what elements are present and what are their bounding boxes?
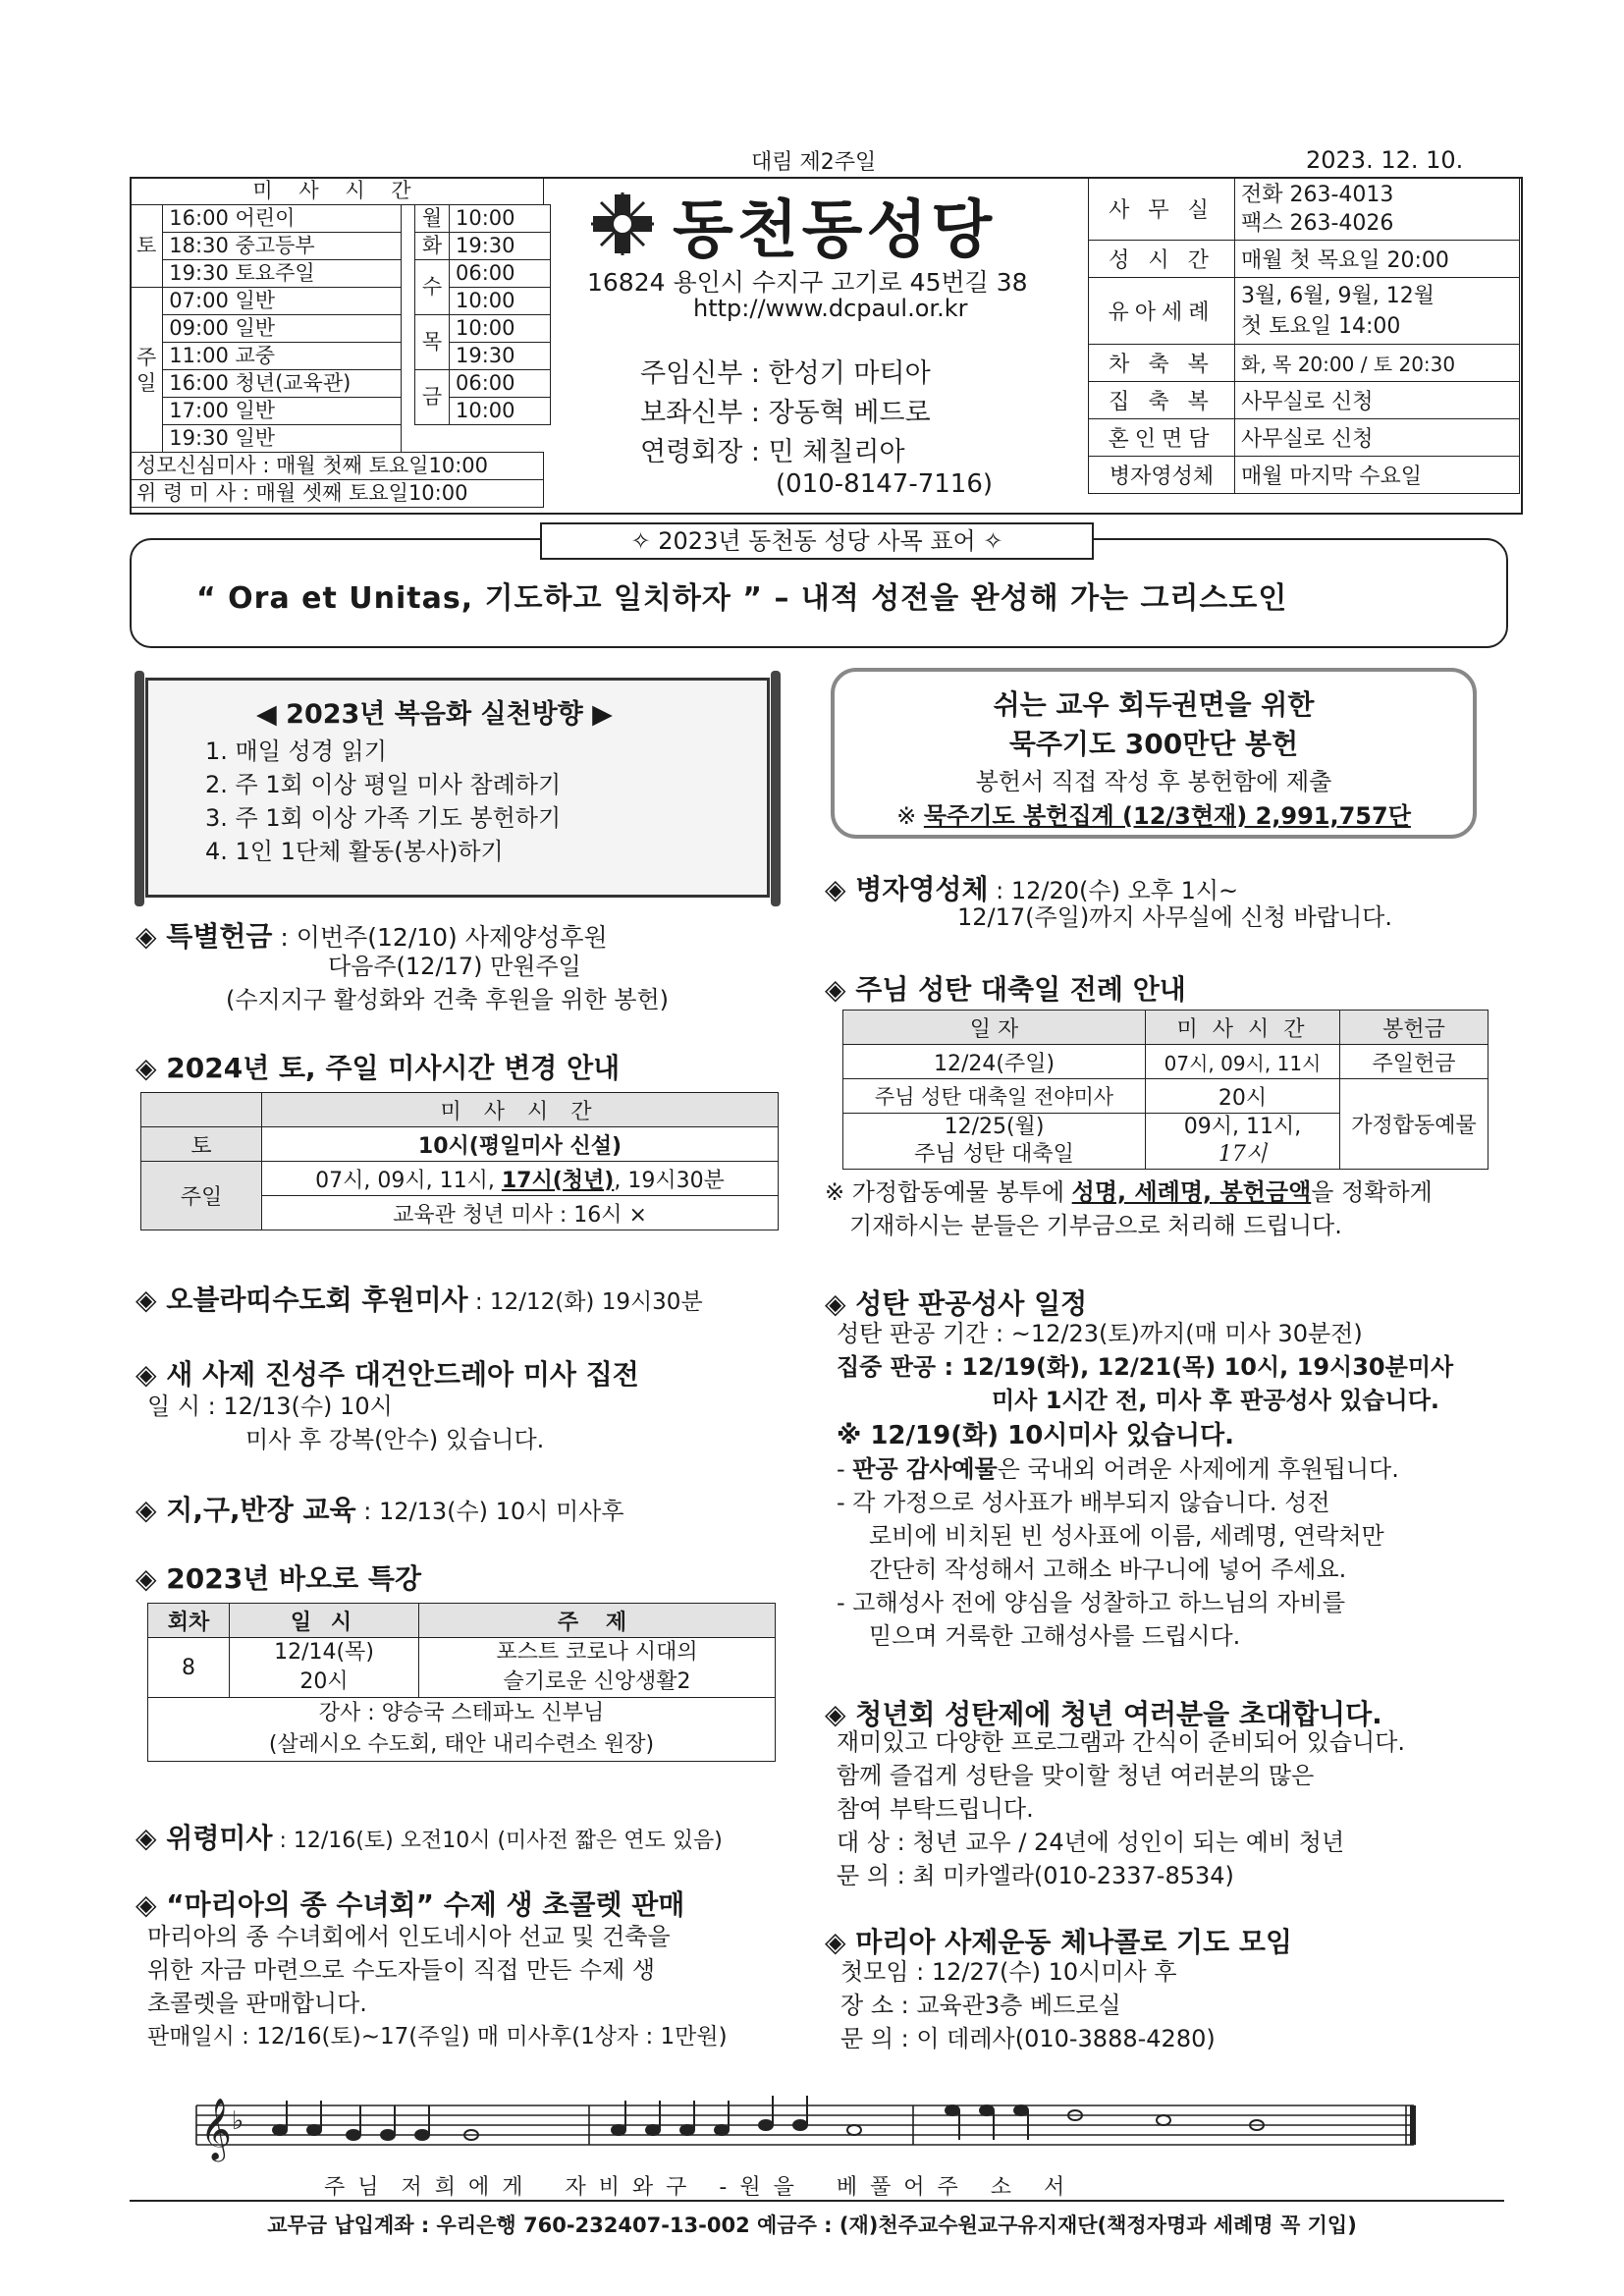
- weekday-wed: 수: [415, 260, 450, 315]
- weekday-fri: 금: [415, 370, 450, 425]
- cenacle-l2: 장 소 : 교육관3층 베드로실: [840, 1992, 1121, 2019]
- lecture-title: ◈ 2023년 바오로 특강: [135, 1562, 421, 1595]
- mass-change-sun-c: , 19시30분: [614, 1168, 725, 1193]
- confession-l7: 로비에 비치된 빈 성사표에 이름, 세례명, 연락처만: [869, 1522, 1384, 1550]
- motto-text: “ Ora et Unitas, 기도하고 일치하자 ” – 내적 성전을 완성해 가는 그리스도인: [196, 581, 1288, 616]
- christmas-r1-time: 07시, 09시, 11시: [1146, 1045, 1340, 1079]
- mass-note-2: 위 령 미 사 : 매월 셋째 토요일10:00: [131, 480, 544, 508]
- cenacle-l3: 문 의 : 이 데레사(010-3888-4280): [840, 2025, 1216, 2052]
- christmas-r1-offer: 주일헌금: [1340, 1045, 1489, 1079]
- christmas-r2-time: 20시: [1146, 1079, 1340, 1114]
- fri-time-2: 10:00: [450, 398, 551, 425]
- season-label: 대림 제2주일: [751, 150, 877, 175]
- lecture-topic-2: 슬기로운 신앙생활2: [503, 1669, 691, 1694]
- weekday-thu: 목: [415, 315, 450, 370]
- sun-mass-1: 07:00 일반: [163, 288, 402, 315]
- fri-time-1: 06:00: [450, 370, 551, 398]
- youth-l5: 문 의 : 최 미카엘라(010-2337-8534): [837, 1862, 1234, 1889]
- confession-l2: 집중 판공 : 12/19(화), 12/21(목) 10시, 19시30분미사: [837, 1353, 1454, 1381]
- chocolate-l2: 위한 자금 마련으로 수도자들이 직접 만든 수제 생: [147, 1956, 656, 1984]
- rosary-line-2: 묵주기도 300만단 봉헌: [1008, 728, 1299, 760]
- mass-note-1: 성모신심미사 : 매월 첫째 토요일10:00: [131, 453, 544, 480]
- mass-change-sun-b: 17시(청년): [501, 1168, 615, 1193]
- lecture-no: 8: [148, 1638, 230, 1698]
- sick-communion-title: ◈ 병자영성체: [825, 873, 989, 905]
- youth-l2: 함께 즐겁게 성탄을 맞이할 청년 여러분의 많은: [837, 1762, 1315, 1789]
- christmas-h1: 일 자: [843, 1011, 1146, 1045]
- office-value-1: 매월 첫 목요일 20:00: [1235, 241, 1520, 278]
- svg-text:𝄞: 𝄞: [200, 2098, 232, 2159]
- chocolate-l1: 마리아의 종 수녀회에서 인도네시아 선교 및 건축을: [147, 1923, 671, 1950]
- sun-mass-6: 19:30 일반: [163, 425, 402, 453]
- lecture-table: [147, 1603, 776, 1762]
- weekday-mass-table: [414, 204, 551, 425]
- mass-change-sun-d: 교육관 청년 미사 : 16시 ×: [262, 1196, 779, 1230]
- scroll-title: ◀ 2023년 복음화 실천방향 ▶: [256, 699, 613, 730]
- sat-mass-3: 19:30 토요주일: [163, 260, 402, 288]
- confession-l3: 미사 1시간 전, 미사 후 판공성사 있습니다.: [992, 1387, 1440, 1414]
- parish-address: 16824 용인시 수지구 고기로 45번길 38: [587, 268, 1028, 297]
- lecture-speaker-2: (살레시오 수도회, 태안 내리수련소 원장): [268, 1732, 655, 1757]
- christmas-table: [842, 1010, 1489, 1170]
- parish-website-link[interactable]: http://www.dcpaul.or.kr: [693, 295, 968, 322]
- rosary-line-3: 봉헌서 직접 작성 후 봉헌함에 제출: [975, 768, 1332, 795]
- special-offering-l2: 다음주(12/17) 만원주일: [328, 953, 581, 980]
- mass-change-title: ◈ 2024년 토, 주일 미사시간 변경 안내: [135, 1052, 621, 1084]
- special-offering-title: ◈ 특별헌금: [135, 920, 273, 953]
- sunday-label: 주일: [131, 288, 163, 453]
- christmas-r3-date: 12/25(월): [944, 1115, 1045, 1139]
- cenacle-l1: 첫모임 : 12/27(수) 10시미사 후: [840, 1958, 1177, 1986]
- lecture-time: 20시: [299, 1669, 349, 1694]
- saturday-label: 토: [131, 205, 163, 288]
- lecture-h3: 주 제: [419, 1604, 776, 1638]
- leaders-text: : 12/13(수) 10시 미사후: [355, 1498, 624, 1525]
- office-value-4: 사무실로 신청: [1235, 382, 1520, 419]
- confession-title: ◈ 성탄 판공성사 일정: [825, 1287, 1088, 1320]
- lecture-h1: 회차: [148, 1604, 230, 1638]
- confession-l5b: 판공 감사예물: [852, 1455, 998, 1483]
- parish-name: 동천동성당: [673, 194, 997, 267]
- office-label-3: 차 축 복: [1089, 345, 1235, 382]
- assistant-priest: 보좌신부 : 장동혁 베드로: [640, 398, 931, 428]
- confession-l1: 성탄 판공 기간 : ~12/23(토)까지(매 미사 30분전): [837, 1320, 1363, 1347]
- mass-change-sun-a: 07시, 09시, 11시,: [315, 1168, 502, 1193]
- chocolate-l3: 초콜렛을 판매합니다.: [147, 1990, 367, 2017]
- sick-communion-l2: 12/17(주일)까지 사무실에 신청 바랍니다.: [957, 903, 1392, 931]
- new-priest-l2: 미사 후 강복(안수) 있습니다.: [245, 1426, 545, 1453]
- scroll-item-3: 3. 주 1회 이상 가족 기도 봉헌하기: [205, 804, 562, 832]
- youth-l3: 참여 부탁드립니다.: [837, 1795, 1034, 1823]
- footer-divider: [130, 2200, 1504, 2202]
- thu-time-1: 10:00: [450, 315, 551, 343]
- christmas-r2-date: 주님 성탄 대축일 전야미사: [843, 1079, 1146, 1114]
- thu-time-2: 19:30: [450, 343, 551, 370]
- sat-mass-2: 18:30 중고등부: [163, 233, 402, 260]
- music-staff: [187, 2086, 1424, 2174]
- christmas-note-b: 성명, 세례명, 봉헌금액: [1071, 1178, 1312, 1206]
- rosary-line-1: 쉬는 교우 회두권면을 위한: [993, 688, 1315, 721]
- youth-l1: 재미있고 다양한 프로그램과 간식이 준비되어 있습니다.: [837, 1728, 1406, 1756]
- mass-times-title: 미 사 시 간: [131, 178, 544, 205]
- christmas-title: ◈ 주님 성탄 대축일 전례 안내: [825, 973, 1186, 1006]
- confession-l5c: 은 국내외 어려운 사제에게 후원됩니다.: [997, 1455, 1399, 1483]
- special-offering-l1: : 이번주(12/10) 사제양성후원: [272, 923, 608, 952]
- rosary-note-mark: ※: [896, 802, 924, 830]
- rosary-box: [831, 668, 1477, 839]
- lecture-date: 12/14(목): [274, 1640, 374, 1665]
- sun-mass-3: 11:00 교중: [163, 343, 402, 370]
- lecture-speaker-1: 강사 : 양승국 스테파노 신부님: [318, 1701, 605, 1725]
- christmas-r3-label: 주님 성탄 대축일: [914, 1142, 1074, 1167]
- requiem-text: : 12/16(토) 오전10시 (미사전 짧은 연도 있음): [272, 1829, 723, 1853]
- chocolate-l4: 판매일시 : 12/16(토)~17(주일) 매 미사후(1상자 : 1만원): [147, 2024, 728, 2050]
- confession-l4: ※ 12/19(화) 10시미사 있습니다.: [837, 1421, 1235, 1450]
- christmas-note-2: 기재하시는 분들은 기부금으로 처리해 드립니다.: [849, 1212, 1342, 1239]
- tue-time-1: 19:30: [450, 233, 551, 260]
- chocolate-title: ◈ “마리아의 종 수녀회” 수제 생 초콜렛 판매: [135, 1888, 685, 1921]
- office-value-2: 3월, 6월, 9월, 12월 첫 토요일 14:00: [1235, 278, 1520, 345]
- music-lyrics: 주 님 저 희 에 게 자 비 와 구 - 원 을 베 풀 어 주 소 서: [324, 2175, 1068, 2200]
- mass-change-sun: 주일: [141, 1162, 262, 1230]
- new-priest-l1: 일 시 : 12/13(수) 10시: [147, 1393, 393, 1420]
- christmas-h3: 봉헌금: [1340, 1011, 1489, 1045]
- christmas-r3-time-1: 09시, 11시,: [1183, 1115, 1302, 1139]
- office-value-5: 사무실로 신청: [1235, 419, 1520, 457]
- special-offering-l3: (수지지구 활성화와 건축 후원을 위한 봉헌): [226, 986, 669, 1013]
- requiem-title: ◈ 위령미사: [135, 1822, 273, 1854]
- weekday-mon: 월: [415, 205, 450, 233]
- funeral-leader-phone: (010-8147-7116): [776, 469, 994, 499]
- christmas-r1-date: 12/24(주일): [843, 1045, 1146, 1079]
- lecture-topic-1: 포스트 코로나 시대의: [496, 1640, 698, 1665]
- confession-l5a: -: [837, 1455, 853, 1483]
- scroll-item-4: 4. 1인 1단체 활동(봉사)하기: [205, 838, 504, 865]
- confession-l10: 믿으며 거룩한 고해성사를 드립시다.: [869, 1622, 1241, 1650]
- office-label-5: 혼인면담: [1089, 419, 1235, 457]
- issue-date: 2023. 12. 10.: [1306, 146, 1464, 174]
- christmas-h2: 미 사 시 간: [1146, 1011, 1340, 1045]
- office-value-0: 전화 263-4013 팩스 263-4026: [1235, 178, 1520, 241]
- pastor: 주임신부 : 한성기 마티아: [640, 358, 931, 389]
- office-value-3: 화, 목 20:00 / 토 20:30: [1235, 345, 1520, 382]
- wed-time-1: 06:00: [450, 260, 551, 288]
- new-priest-title: ◈ 새 사제 진성주 대건안드레아 미사 집전: [135, 1358, 639, 1391]
- christmas-r3-time-2: 17시: [1218, 1142, 1268, 1167]
- office-label-6: 병자영성체: [1089, 457, 1235, 494]
- svg-text:♭: ♭: [232, 2106, 244, 2136]
- mass-change-sat: 토: [141, 1127, 262, 1162]
- scroll-item-2: 2. 주 1회 이상 평일 미사 참례하기: [205, 771, 562, 798]
- office-label-2: 유아세례: [1089, 278, 1235, 345]
- footer-account: 교무금 납입계좌 : 우리은행 760-232407-13-002 예금주 : (재)천주교수원교구유지재단(책정자명과 세례명 꼭 기입): [267, 2214, 1357, 2237]
- parish-cross-icon: [587, 189, 658, 259]
- mass-change-head: 미 사 시 간: [262, 1093, 779, 1127]
- office-label-4: 집 축 복: [1089, 382, 1235, 419]
- sun-mass-4: 16:00 청년(교육관): [163, 370, 402, 398]
- motto-title: ✧ 2023년 동천동 성당 사목 표어 ✧: [540, 522, 1094, 560]
- confession-l8: 간단히 작성해서 고해소 바구니에 넣어 주세요.: [869, 1556, 1347, 1583]
- sick-communion-l1: : 12/20(수) 오후 1시~: [988, 877, 1239, 904]
- christmas-family-offering: 가정합동예물: [1340, 1079, 1489, 1170]
- youth-title: ◈ 청년회 성탄제에 청년 여러분을 초대합니다.: [825, 1698, 1382, 1730]
- confession-l6: - 각 가정으로 성사표가 배부되지 않습니다. 성전: [837, 1489, 1330, 1516]
- mass-change-table: [140, 1092, 779, 1230]
- confession-l9: - 고해성사 전에 양심을 성찰하고 하느님의 자비를: [837, 1589, 1346, 1616]
- office-value-6: 매월 마지막 수요일: [1235, 457, 1520, 494]
- sat-mass-1: 16:00 어린이: [163, 205, 402, 233]
- lecture-h2: 일 시: [230, 1604, 419, 1638]
- funeral-leader: 연령회장 : 민 체칠리아: [640, 437, 905, 467]
- leaders-title: ◈ 지,구,반장 교육: [135, 1494, 356, 1526]
- rosary-total: 묵주기도 봉헌집계 (12/3현재) 2,991,757단: [923, 802, 1411, 830]
- oblati-text: : 12/12(화) 19시30분: [467, 1289, 703, 1315]
- sun-mass-2: 09:00 일반: [163, 315, 402, 343]
- office-info-table: [1088, 177, 1520, 494]
- mon-time-1: 10:00: [450, 205, 551, 233]
- christmas-note-c: 을 정확하게: [1311, 1178, 1433, 1206]
- evangelization-scroll: [145, 678, 770, 898]
- oblati-title: ◈ 오블라띠수도회 후원미사: [135, 1284, 468, 1316]
- office-label-1: 성 시 간: [1089, 241, 1235, 278]
- office-label-0: 사 무 실: [1089, 178, 1235, 241]
- weekday-tue: 화: [415, 233, 450, 260]
- cenacle-title: ◈ 마리아 사제운동 체나콜로 기도 모임: [825, 1926, 1292, 1958]
- christmas-note-a: ※ 가정합동예물 봉투에: [825, 1178, 1072, 1206]
- sun-mass-5: 17:00 일반: [163, 398, 402, 425]
- wed-time-2: 10:00: [450, 288, 551, 315]
- youth-l4: 대 상 : 청년 교우 / 24년에 성인이 되는 예비 청년: [837, 1829, 1345, 1856]
- scroll-item-1: 1. 매일 성경 읽기: [205, 738, 387, 765]
- mass-change-sat-value: 10시(평일미사 신설): [262, 1127, 779, 1162]
